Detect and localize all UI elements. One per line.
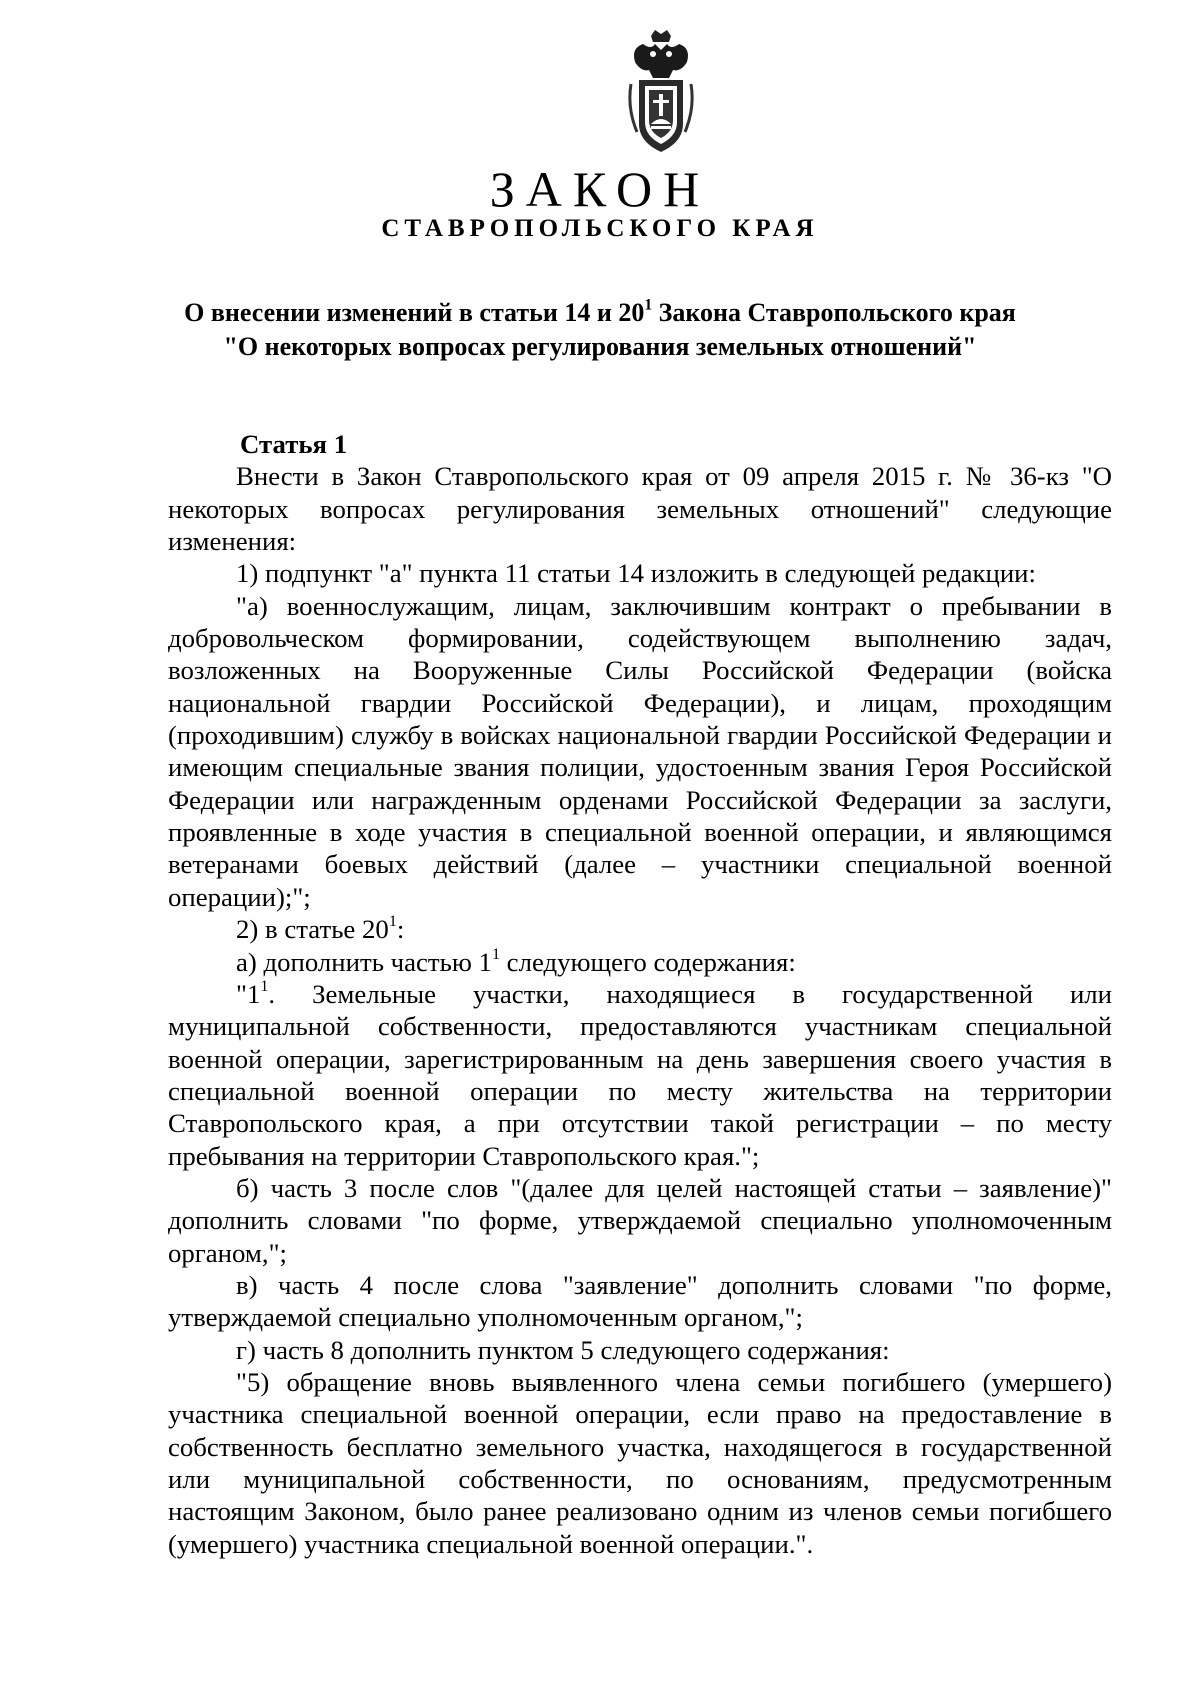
item-2a (168, 946, 1112, 978)
title-superscript: 1 (644, 296, 653, 314)
article-intro: Внести в Закон Ставропольского края от 09 апреля 2015 г. № 36-кз "О некоторых вопросах регулирования земельных отношений" следующие изменения: (168, 461, 1112, 557)
article-heading: Статья 1 (240, 429, 348, 459)
item-2a-superscript: 1 (491, 945, 500, 963)
title-line-1 (120, 296, 1080, 330)
title-line-1-text: О внесении изменений в статьи 14 и 20 (184, 298, 645, 327)
item-2g: г) часть 8 дополнить пунктом 5 следующего содержания: (236, 1334, 890, 1365)
item-2a-tail: следующего содержания: (499, 946, 796, 977)
item-2-superscript: 1 (388, 913, 397, 931)
document-type: ЗАКОН (489, 161, 711, 217)
coat-of-arms-icon (625, 28, 697, 156)
item-2-tail: : (396, 914, 405, 945)
item-2v: в) часть 4 после слова "заявление" дополнить словами "по форме, утверждаемой специально уполномоченным органом,"; (168, 1269, 1112, 1333)
item-2a-text: а) дополнить частью 1 (236, 946, 492, 977)
item-2a-content (168, 978, 1112, 1172)
item-2b: б) часть 3 после слов "(далее для целей настоящей статьи – заявление)" дополнить словами "по форме, утверждаемой специально уполномоченным органом,"; (168, 1172, 1112, 1268)
item-2a-content-start: "1 (236, 978, 261, 1009)
title-line-2: "О некоторых вопросах регулирования земельных отношений" (223, 332, 977, 361)
document-body (168, 428, 1112, 1560)
item-2a-content-superscript: 1 (260, 977, 269, 995)
item-2a-content-text: . Земельные участки, находящиеся в государственной или муниципальной собственности, предоставляются участникам специальной военной операции, зарегистрированным на день завершения своего участия в специальной военной операции по месту жительства на территории Ставропольского края, а при отсутствии такой регистрации – по месту пребывания на территории Ставропольского края."; (168, 978, 1112, 1171)
document-title (120, 296, 1080, 364)
item-1-text: "а) военнослужащим, лицам, заключившим контракт о пребывании в добровольческом формировании, содействующем выполнению задач, возложенных на Вооруженные Силы Российской Федерации (войска национальной гвардии Российской Федерации), и лицам, проходящим (проходившим) службу в войсках национальной гвардии Российской Федерации и имеющим специальные звания полиции, удостоенным звания Героя Российской Федерации или награжденным орденами Российской Федерации за заслуги, проявленные в ходе участия в специальной военной операции, и являющимся ветеранами боевых действий (далее – участники специальной военной операции);"; (168, 590, 1112, 912)
item-2-text: 2) в статье 20 (236, 914, 389, 945)
item-2 (168, 913, 1112, 945)
title-line-1-tail: Закона Ставропольского края (652, 298, 1016, 327)
item-1: 1) подпункт "а" пункта 11 статьи 14 изложить в следующей редакции: (236, 558, 1036, 589)
item-2g-content: "5) обращение вновь выявленного члена семьи погибшего (умершего) участника специальной военной операции, если право на предоставление в собственность бесплатно земельного участка, находящегося в государственной или муниципальной собственности, по основаниям, предусмотренным настоящим Законом, было ранее реализовано одним из членов семьи погибшего (умершего) участника специальной военной операции.". (168, 1366, 1112, 1559)
document-region: СТАВРОПОЛЬСКОГО КРАЯ (381, 215, 819, 242)
